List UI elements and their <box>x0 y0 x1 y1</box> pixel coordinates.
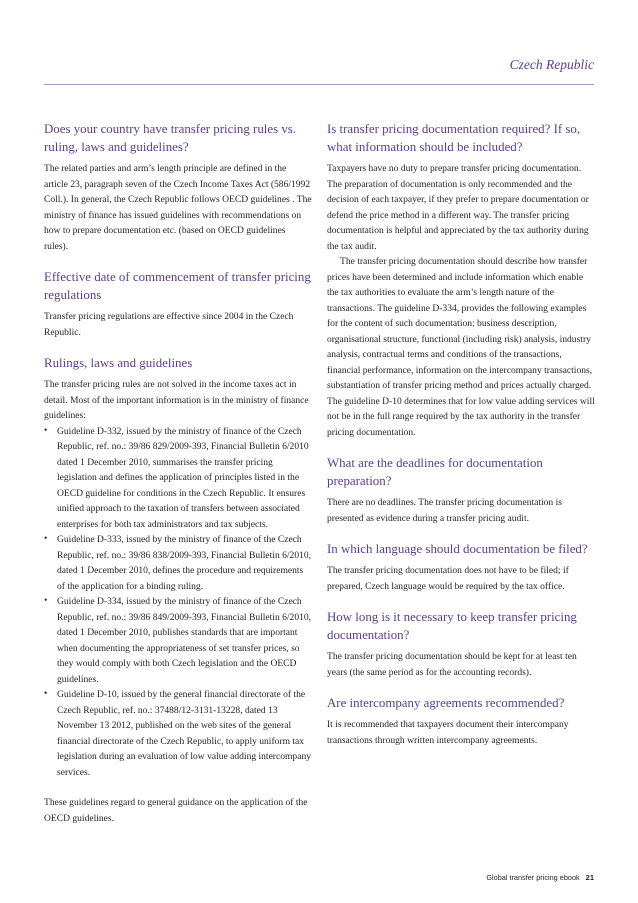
bullet-icon: • <box>44 689 48 699</box>
section-body: The transfer pricing documentation does not have to be filed; if prepared, Czech language would be required by the tax office. <box>327 565 569 592</box>
section-outro: These guidelines regard to general guidance on the application of the OECD guidelines. <box>44 797 308 824</box>
footer-title: Global transfer pricing ebook <box>486 873 580 882</box>
left-column <box>44 120 312 840</box>
section-language <box>327 540 596 594</box>
section-intro: The transfer pricing rules are not solved in the income taxes act in detail. Most of the important information is in the ministry of finance guidelines: <box>44 379 309 421</box>
guideline-list <box>44 424 312 781</box>
section-heading: How long is it necessary to keep transfer pricing documentation? <box>327 610 577 642</box>
section-heading: Are intercompany agreements recommended? <box>327 696 565 710</box>
list-item: • Guideline D-10, issued by the general financial directorate of the Czech Republic, ref. no.: 37488/12-3131-13228, dated 13 November 13 2012, published on the web sites of the general financial directorate of the Czech Republic, to apply uniform tax legislation during an evaluation of low value adding intercompany services. <box>44 689 311 778</box>
section-heading: Is transfer pricing documentation required? If so, what information should be included? <box>327 122 581 154</box>
bullet-icon: • <box>44 596 48 606</box>
section-rulings-laws <box>44 354 312 826</box>
list-item: • Guideline D-334, issued by the ministry of finance of the Czech Republic, ref. no.: 39/86 849/2009-393, Financial Bulletin 6/2010, dated 1 December 2010, publishes standards that are important when documenting the appropriateness of set transfer prices, so they would comply with both Czech legislation and the OECD guidelines. <box>44 596 312 685</box>
list-item: • Guideline D-333, issued by the ministry of finance of the Czech Republic, ref. no.: 39/86 838/2009-393, Financial Bulletin 6/2010, dated 1 December 2010, defines the procedure and requirements of the application for a binding ruling. <box>44 534 312 592</box>
section-body: The transfer pricing documentation should be kept for at least ten years (the same period as for the accounting records). <box>327 651 577 678</box>
section-documentation-required <box>327 120 596 440</box>
page-number: 21 <box>585 873 594 882</box>
header-country: Czech Republic <box>509 57 594 72</box>
section-rules-overview <box>44 120 312 254</box>
section-body: Transfer pricing regulations are effective since 2004 in the Czech Republic. <box>44 311 294 338</box>
section-body: The transfer pricing documentation should describe how transfer prices have been determined and include information which enable the tax authorities to evaluate the arm’s length nature of the transactions. The guideline D-334, provides the following examples for the content of such documentation: business description, organisational structure, functional (including risk) analysis, industry analysis, contractual terms and conditions of the transactions, financial performance, information on the intercompany transactions, substantiation of transfer pricing method and prices actually charged. The guideline D-10 determines that for low value adding services will not be in the full range required by the tax authority in the transfer pricing documentation. <box>327 256 595 438</box>
section-intercompany-agreements <box>327 694 596 748</box>
section-retention <box>327 608 596 680</box>
section-body: There are no deadlines. The transfer pricing documentation is presented as evidence during a transfer pricing audit. <box>327 497 562 524</box>
section-body: Taxpayers have no duty to prepare transfer pricing documentation. The preparation of documentation is only recommended and the decision of each taxpayer, if they prefer to prepare documentation or defend the price method in a different way. The transfer pricing documentation is helpful and appreciated by the tax authority during the tax audit. <box>327 163 589 252</box>
section-heading: In which language should documentation be filed? <box>327 542 588 556</box>
bullet-icon: • <box>44 425 48 436</box>
section-heading: Rulings, laws and guidelines <box>44 356 193 370</box>
section-heading: Does your country have transfer pricing rules vs. ruling, laws and guidelines? <box>44 122 297 154</box>
right-column <box>327 120 596 762</box>
list-item: • Guideline D-332, issued by the ministry of finance of the Czech Republic, ref. no.: 39/86 829/2009-393, Financial Bulletin 6/2010 dated 1 December 2010, summarises the transfer pricing legislation and defines the application of principles listed in the OECD guideline for conditions in the Czech Republic. It ensures unified approach to the taxation of transfers between associated enterprises for both tax administrators and tax subjects. <box>44 425 309 530</box>
section-deadlines <box>327 454 596 526</box>
section-effective-date <box>44 268 312 340</box>
header-divider <box>44 84 594 85</box>
page-footer <box>486 873 594 882</box>
bullet-icon: • <box>44 534 48 544</box>
section-heading: What are the deadlines for documentation preparation? <box>327 456 543 488</box>
section-body: The related parties and arm’s length principle are defined in the article 23, paragraph seven of the Czech Income Taxes Act (586/1992 Coll.). In general, the Czech Republic follows OECD guidelines . The ministry of finance has issued guidelines with recommendations on how to prepare documentation etc. (based on OECD guidelines rules). <box>44 163 312 252</box>
section-body: It is recommended that taxpayers document their intercompany transactions through written intercompany agreements. <box>327 719 569 746</box>
section-heading: Effective date of commencement of transfer pricing regulations <box>44 270 311 302</box>
